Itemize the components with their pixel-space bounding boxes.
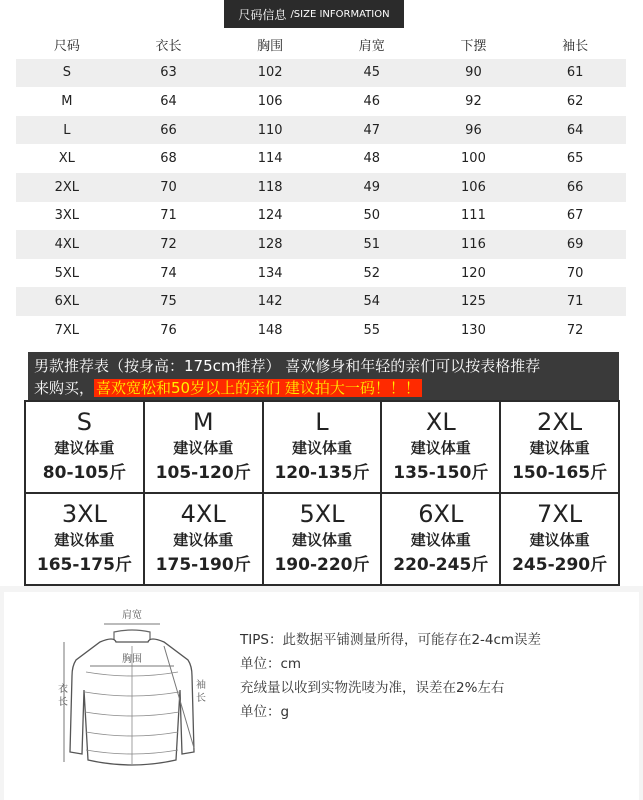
table-row — [16, 173, 626, 202]
table-row — [16, 259, 626, 288]
table-cell: 63 — [118, 59, 220, 88]
table-cell: 2XL — [16, 173, 118, 202]
table-cell: 64 — [160, 93, 177, 109]
table-cell: 66 — [524, 173, 626, 202]
weight-cell — [26, 494, 143, 584]
table-cell: 114 — [257, 151, 283, 167]
table-row — [16, 316, 626, 345]
table-cell: L — [16, 116, 118, 145]
recommend-line2 — [34, 377, 613, 399]
table-cell: 46 — [363, 93, 381, 109]
table-cell: 130 — [461, 322, 486, 338]
table-cell: 71 — [524, 287, 626, 316]
size-info-title-en: /SIZE INFORMATION — [290, 8, 390, 20]
col-header: 尺码 — [53, 38, 80, 54]
table-cell: 96 — [423, 116, 525, 145]
size-table — [16, 30, 626, 345]
table-cell: 61 — [524, 59, 626, 88]
table-cell: 76 — [160, 322, 177, 338]
length-label-2: 长 — [58, 697, 68, 708]
size-info-title — [224, 0, 404, 28]
weight-cell-range: 245-290斤 — [512, 555, 608, 575]
weight-cell — [145, 402, 262, 492]
weight-cell-size: 4XL — [180, 500, 226, 528]
table-cell: 118 — [219, 173, 321, 202]
table-cell: 64 — [524, 116, 626, 145]
table-cell: 52 — [363, 265, 381, 281]
weight-cell-size: 7XL — [537, 500, 583, 528]
col-header: 衣长 — [155, 38, 182, 54]
tips-panel — [4, 592, 639, 800]
table-cell: 6XL — [16, 287, 118, 316]
table-cell: 111 — [461, 208, 486, 224]
table-cell: 142 — [219, 287, 321, 316]
table-cell: 54 — [321, 287, 423, 316]
table-cell: XL — [58, 151, 75, 167]
table-cell: 68 — [160, 151, 177, 167]
table-cell: 116 — [423, 230, 525, 259]
table-cell: 128 — [219, 230, 321, 259]
table-cell: 106 — [257, 93, 283, 109]
weight-cell-size: S — [76, 408, 93, 436]
weight-cell-label: 建议体重 — [54, 439, 115, 457]
weight-cell-size: 6XL — [418, 500, 464, 528]
tips-line-1: TIPS：此数据平铺测量所得，可能存在2-4cm误差 — [240, 632, 542, 648]
tips-section — [0, 586, 643, 800]
col-header: 肩宽 — [358, 38, 385, 54]
weight-cell — [264, 494, 381, 584]
table-row — [16, 230, 626, 259]
table-cell: 7XL — [54, 322, 80, 338]
table-row — [16, 144, 626, 173]
weight-cell-label: 建议体重 — [173, 531, 234, 549]
table-cell: 72 — [118, 230, 220, 259]
table-cell: 49 — [321, 173, 423, 202]
size-table-header — [16, 30, 626, 59]
table-row — [16, 202, 626, 231]
weight-cell-label: 建议体重 — [173, 439, 234, 457]
sleeve-label-1: 袖 — [196, 680, 206, 691]
weight-cell-range: 135-150斤 — [393, 463, 489, 483]
table-cell: S — [16, 59, 118, 88]
table-cell: 106 — [423, 173, 525, 202]
table-row — [16, 287, 626, 316]
weight-cell — [501, 494, 618, 584]
weight-cell — [501, 402, 618, 492]
weight-cell-size: 2XL — [537, 408, 583, 436]
table-cell: 148 — [257, 322, 283, 338]
chest-label: 胸围 — [122, 654, 142, 665]
weight-cell-label: 建议体重 — [291, 531, 352, 549]
weight-cell-label: 建议体重 — [529, 531, 590, 549]
weight-cell-label: 建议体重 — [410, 531, 471, 549]
table-cell: 70 — [118, 173, 220, 202]
weight-cell-range: 150-165斤 — [512, 463, 608, 483]
table-row — [16, 59, 626, 88]
table-cell: 134 — [257, 265, 283, 281]
tips-line-4: 单位：g — [240, 704, 290, 720]
table-cell: 110 — [219, 116, 321, 145]
weight-cell-label: 建议体重 — [54, 531, 115, 549]
table-cell: 70 — [566, 265, 584, 281]
weight-cell-size: 3XL — [61, 500, 107, 528]
table-cell: 5XL — [54, 265, 80, 281]
weight-cell-label: 建议体重 — [529, 439, 590, 457]
table-cell: 100 — [461, 151, 486, 167]
weight-cell-range: 120-135斤 — [274, 463, 370, 483]
table-cell: 66 — [118, 116, 220, 145]
weight-cell-range: 190-220斤 — [274, 555, 370, 575]
weight-cell — [145, 494, 262, 584]
table-cell: 75 — [118, 287, 220, 316]
weight-cell-size: XL — [425, 408, 456, 436]
weight-cell — [26, 402, 143, 492]
recommend-line2-prefix: 来购买， — [34, 379, 95, 397]
col-header: 袖长 — [562, 38, 589, 54]
table-cell: M — [61, 93, 73, 109]
table-cell: 102 — [219, 59, 321, 88]
table-cell: 50 — [363, 208, 381, 224]
table-cell: 45 — [321, 59, 423, 88]
table-cell: 51 — [321, 230, 423, 259]
table-row — [16, 116, 626, 145]
weight-cell-label: 建议体重 — [291, 439, 352, 457]
shoulder-label: 肩宽 — [122, 610, 142, 621]
table-cell: 124 — [257, 208, 283, 224]
weight-recommend-grid — [24, 400, 620, 586]
size-info-title-cn: 尺码信息 — [238, 7, 287, 22]
table-cell: 48 — [363, 151, 381, 167]
weight-cell-label: 建议体重 — [410, 439, 471, 457]
sleeve-label-2: 长 — [196, 693, 206, 704]
tips-line-2: 单位：cm — [240, 656, 302, 672]
table-row — [16, 87, 626, 116]
weight-cell — [382, 402, 499, 492]
table-cell: 125 — [423, 287, 525, 316]
tips-text — [240, 628, 541, 724]
col-header: 下摆 — [460, 38, 487, 54]
table-cell: 47 — [321, 116, 423, 145]
table-cell: 69 — [524, 230, 626, 259]
table-cell: 74 — [160, 265, 177, 281]
weight-cell-range: 80-105斤 — [42, 463, 126, 483]
table-cell: 90 — [423, 59, 525, 88]
table-cell: 71 — [160, 208, 177, 224]
recommend-header — [28, 352, 619, 400]
weight-cell-size: 5XL — [299, 500, 345, 528]
table-cell: 67 — [566, 208, 584, 224]
table-cell: 4XL — [16, 230, 118, 259]
col-header: 胸围 — [257, 38, 284, 54]
table-cell: 65 — [566, 151, 584, 167]
table-cell: 55 — [363, 322, 381, 338]
weight-cell-range: 105-120斤 — [155, 463, 251, 483]
recommend-line1: 男款推荐表（按身高：175cm推荐） 喜欢修身和年轻的亲们可以按表格推荐 — [34, 357, 541, 375]
tips-line-3: 充绒量以收到实物洗唛为准，误差在2%左右 — [240, 680, 505, 696]
table-cell: 72 — [566, 322, 584, 338]
length-label-1: 衣 — [58, 684, 68, 695]
table-cell: 62 — [566, 93, 584, 109]
table-cell: 120 — [461, 265, 486, 281]
table-cell: 3XL — [54, 208, 80, 224]
weight-cell-range: 165-175斤 — [36, 555, 132, 575]
weight-cell-range: 220-245斤 — [393, 555, 489, 575]
weight-cell-size: M — [192, 408, 214, 436]
table-cell: 92 — [465, 93, 482, 109]
weight-cell-range: 175-190斤 — [155, 555, 251, 575]
weight-cell — [264, 402, 381, 492]
weight-cell-size: L — [315, 408, 329, 436]
down-jacket-diagram — [52, 602, 212, 782]
weight-cell — [382, 494, 499, 584]
recommend-highlight: 喜欢宽松和50岁以上的亲们 建议拍大一码！！！ — [96, 379, 420, 397]
